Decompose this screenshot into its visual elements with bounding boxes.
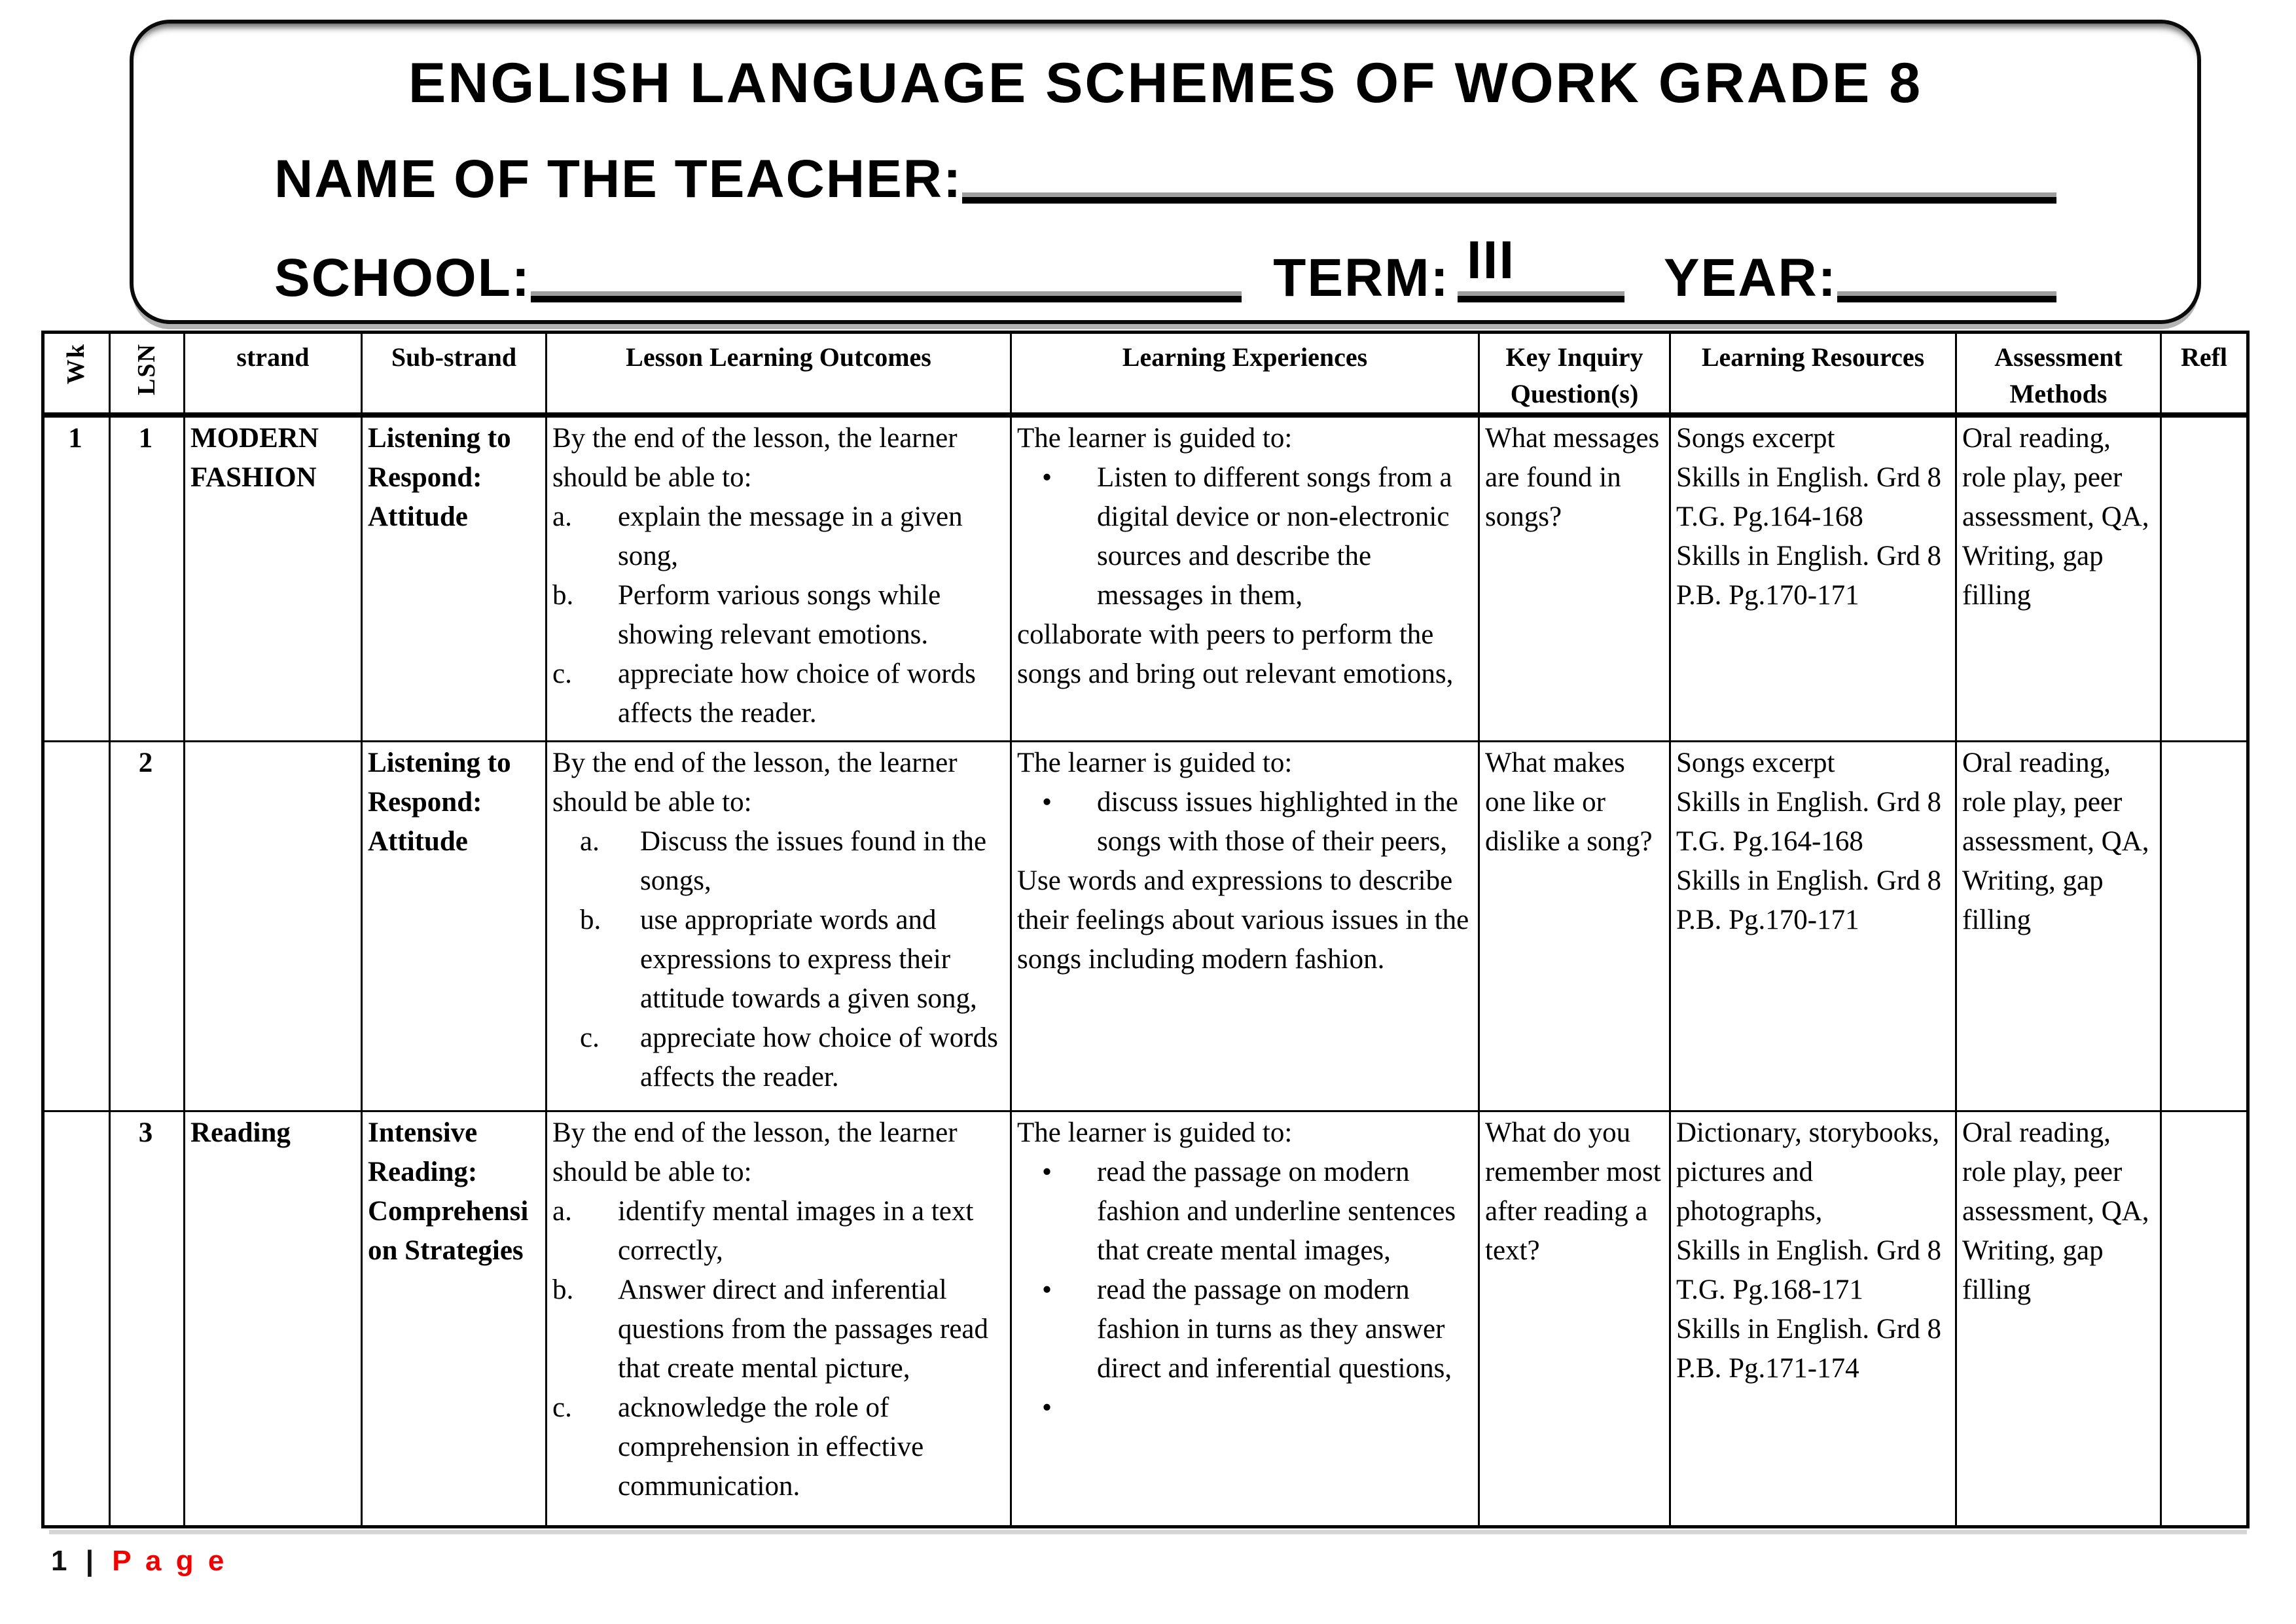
outcome-item: c. acknowledge the role of comprehension in effective communication. — [552, 1392, 924, 1502]
refl-cell — [2161, 415, 2248, 741]
col-header-substrand: Sub-strand — [362, 333, 547, 416]
bullet-icon: • — [1042, 462, 1052, 493]
experiences-cell — [1011, 741, 1479, 1111]
footer-divider-line — [49, 1530, 2247, 1534]
col-header-resources: Learning Resources — [1670, 333, 1956, 416]
substrand-cell: Intensive Reading: Comprehension Strategies — [362, 1111, 547, 1526]
page-footer — [51, 1545, 227, 1578]
experience-bullet-item: • read the passage on modern fashion and underline sentences that create mental images, — [1017, 1153, 1470, 1271]
lsn-cell: 3 — [110, 1111, 185, 1526]
schemes-of-work-table — [41, 331, 2250, 1528]
resource-line: Skills in English. Grd 8 T.G. Pg.164-168 — [1676, 462, 1941, 532]
strand-cell — [185, 741, 362, 1111]
experiences-tail: Use words and expressions to describe their feelings about various issues in the songs including modern fashion. — [1017, 865, 1469, 975]
refl-cell — [2161, 741, 2248, 1111]
resources-cell — [1670, 1111, 1956, 1526]
outcomes-intro: By the end of the lesson, the learner should be able to: — [552, 747, 958, 818]
outcomes-cell — [547, 741, 1011, 1111]
experiences-intro: The learner is guided to: — [1017, 423, 1293, 454]
table-header-row — [43, 333, 2248, 416]
year-label: YEAR: — [1663, 247, 1837, 308]
experience-bullet-item: • discuss issues highlighted in the songs with those of their peers, — [1017, 783, 1470, 861]
school-line — [274, 230, 2056, 309]
outcome-item: a. explain the message in a given song, — [552, 501, 963, 571]
resources-cell — [1670, 741, 1956, 1111]
bullet-icon: • — [1042, 1392, 1052, 1423]
teacher-name-blank — [962, 192, 2056, 204]
inquiry-cell: What messages are found in songs? — [1479, 415, 1670, 741]
substrand-cell: Listening to Respond: Attitude — [362, 415, 547, 741]
experience-bullet-item: • Listen to different songs from a digital device or non-electronic sources and describe the messages in them, — [1017, 458, 1470, 615]
experience-bullet-item: • read the passage on modern fashion in turns as they answer direct and inferential questions, — [1017, 1271, 1470, 1388]
experiences-cell — [1011, 1111, 1479, 1526]
outcomes-intro: By the end of the lesson, the learner should be able to: — [552, 1117, 958, 1187]
col-header-inquiry: Key Inquiry Question(s) — [1479, 333, 1670, 416]
school-label: SCHOOL: — [274, 247, 531, 308]
col-header-strand: strand — [185, 333, 362, 416]
experiences-intro: The learner is guided to: — [1017, 1117, 1293, 1148]
term-value: III — [1466, 230, 1516, 290]
footer-separator: | — [85, 1545, 94, 1577]
resource-line: Skills in English. Grd 8 P.B. Pg.171-174 — [1676, 1313, 1941, 1384]
experience-bullet-item — [1017, 1388, 1470, 1428]
strand-cell: Reading — [185, 1111, 362, 1526]
col-header-experiences: Learning Experiences — [1011, 333, 1479, 416]
term-value-group — [1458, 230, 1624, 309]
outcome-item: b. use appropriate words and expressions to express their attitude towards a given song, — [580, 904, 977, 1014]
refl-cell — [2161, 1111, 2248, 1526]
inquiry-cell: What do you remember most after reading a text? — [1479, 1111, 1670, 1526]
bullet-icon: • — [1042, 786, 1052, 818]
col-header-lsn: LSN — [110, 333, 185, 416]
bullet-icon: • — [1042, 1156, 1052, 1187]
footer-page-word: P a g e — [112, 1545, 228, 1577]
col-header-refl: Refl — [2161, 333, 2248, 416]
page-title: ENGLISH LANGUAGE SCHEMES OF WORK GRADE 8 — [408, 52, 1923, 115]
experiences-cell — [1011, 415, 1479, 741]
outcome-item: a. identify mental images in a text correctly, — [552, 1195, 974, 1266]
resource-line: Skills in English. Grd 8 P.B. Pg.170-171 — [1676, 865, 1941, 935]
table-row — [43, 741, 2248, 1111]
teacher-name-label: NAME OF THE TEACHER: — [274, 149, 963, 209]
resource-line: Skills in English. Grd 8 T.G. Pg.168-171 — [1676, 1235, 1941, 1305]
substrand-cell: Listening to Respond: Attitude — [362, 741, 547, 1111]
outcome-item: b. Answer direct and inferential questions from the passages read that create mental picture, — [552, 1274, 989, 1384]
experiences-tail: collaborate with peers to perform the songs and bring out relevant emotions, — [1017, 619, 1454, 689]
experiences-intro: The learner is guided to: — [1017, 747, 1293, 778]
resource-line: Songs excerpt — [1676, 423, 1835, 454]
table-row — [43, 1111, 2248, 1526]
lsn-cell: 2 — [110, 741, 185, 1111]
resource-line: Dictionary, storybooks, pictures and photographs, — [1676, 1117, 1940, 1227]
school-blank — [531, 291, 1242, 302]
wk-cell — [43, 741, 110, 1111]
outcomes-intro: By the end of the lesson, the learner should be able to: — [552, 423, 958, 493]
bullet-icon: • — [1042, 1274, 1052, 1305]
teacher-name-line — [274, 149, 2056, 210]
resource-line: Songs excerpt — [1676, 747, 1835, 778]
assessment-cell: Oral reading, role play, peer assessment, QA, Writing, gap filling — [1956, 1111, 2161, 1526]
outcome-item: c. appreciate how choice of words affects the reader. — [552, 659, 976, 729]
page-number: 1 — [51, 1545, 67, 1577]
resources-cell — [1670, 415, 1956, 741]
outcome-item: b. Perform various songs while showing relevant emotions. — [552, 580, 941, 650]
strand-cell: MODERN FASHION — [185, 415, 362, 741]
outcome-item: a. Discuss the issues found in the songs, — [580, 825, 987, 896]
col-header-wk: Wk — [43, 333, 110, 416]
outcomes-cell — [547, 415, 1011, 741]
year-blank — [1837, 291, 2056, 302]
wk-cell: 1 — [43, 415, 110, 741]
outcomes-cell — [547, 1111, 1011, 1526]
header-box — [130, 20, 2201, 324]
assessment-cell: Oral reading, role play, peer assessment, QA, Writing, gap filling — [1956, 741, 2161, 1111]
term-blank — [1458, 291, 1624, 302]
inquiry-cell: What makes one like or dislike a song? — [1479, 741, 1670, 1111]
col-header-outcomes: Lesson Learning Outcomes — [547, 333, 1011, 416]
resource-line: Skills in English. Grd 8 T.G. Pg.164-168 — [1676, 786, 1941, 857]
outcome-item: c. appreciate how choice of words affects the reader. — [580, 1022, 998, 1092]
table-row — [43, 415, 2248, 741]
term-label: TERM: — [1273, 247, 1450, 308]
resource-line: Skills in English. Grd 8 P.B. Pg.170-171 — [1676, 541, 1941, 611]
lsn-cell: 1 — [110, 415, 185, 741]
col-header-assessment: Assessment Methods — [1956, 333, 2161, 416]
assessment-cell: Oral reading, role play, peer assessment, QA, Writing, gap filling — [1956, 415, 2161, 741]
wk-cell — [43, 1111, 110, 1526]
